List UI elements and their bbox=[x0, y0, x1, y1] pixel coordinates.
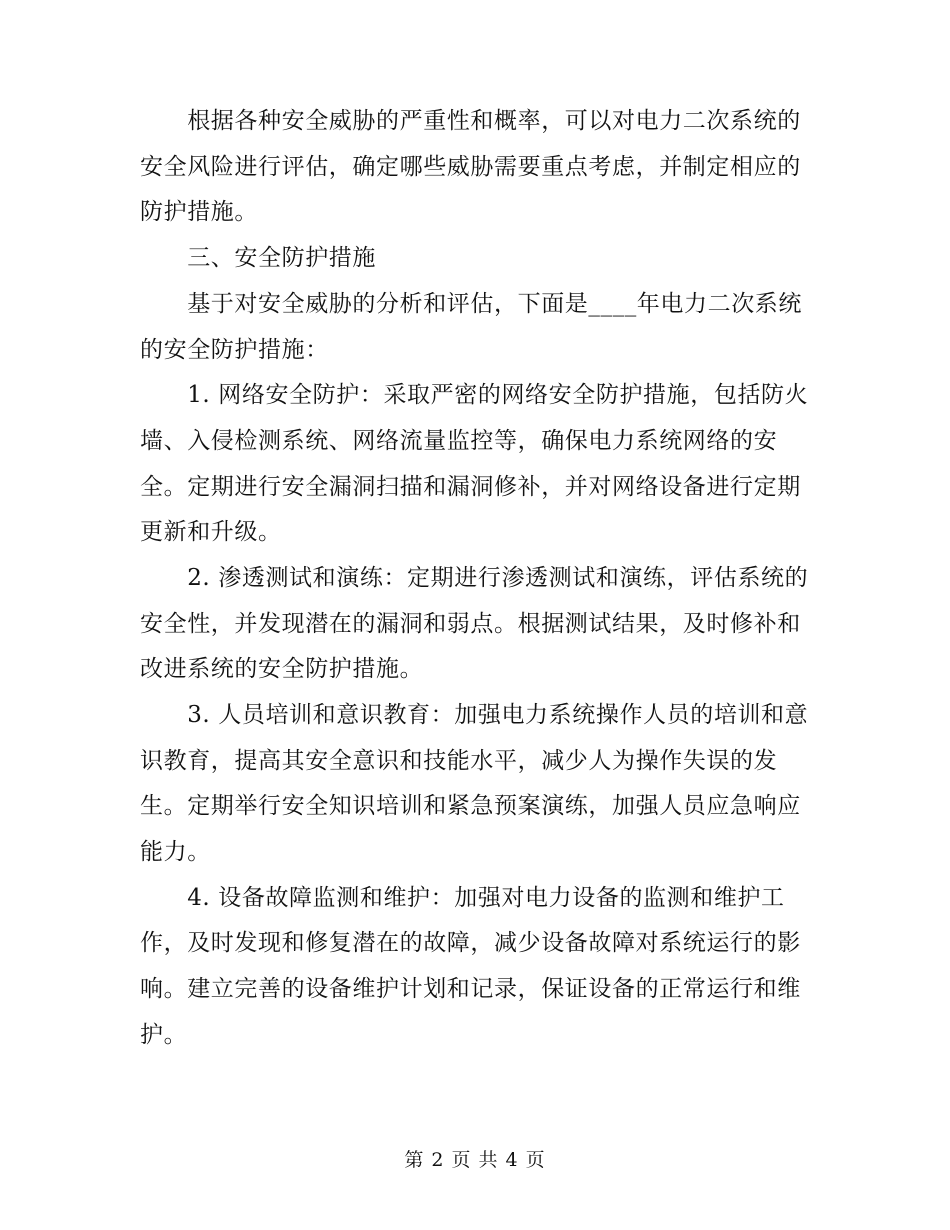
list-item-line: 护。 bbox=[140, 1022, 188, 1048]
page-number-footer: 第 2 页 共 4 页 bbox=[404, 1149, 546, 1171]
list-item-line: 响。建立完善的设备维护计划和记录，保证设备的正常运行和维 bbox=[140, 976, 801, 1002]
list-item-line: 生。定期举行安全知识培训和紧急预案演练，加强人员应急响应 bbox=[140, 793, 801, 819]
list-item-line: 全。定期进行安全漏洞扫描和漏洞修补，并对网络设备进行定期 bbox=[140, 474, 801, 500]
list-item-line: 3. 人员培训和意识教育：加强电力系统操作人员的培训和意 bbox=[140, 702, 809, 728]
body-text-line: 防护措施。 bbox=[140, 199, 258, 225]
section-heading: 三、安全防护措施 bbox=[140, 245, 376, 271]
body-text-line: 根据各种安全威胁的严重性和概率，可以对电力二次系统的 bbox=[140, 108, 801, 134]
list-item-line: 4. 设备故障监测和维护：加强对电力设备的监测和维护工 bbox=[140, 885, 785, 911]
body-text-line: 安全风险进行评估，确定哪些威胁需要重点考虑，并制定相应的 bbox=[140, 154, 801, 180]
list-item-line: 2. 渗透测试和演练：定期进行渗透测试和演练，评估系统的 bbox=[140, 565, 809, 591]
list-item-line: 墙、入侵检测系统、网络流量监控等，确保电力系统网络的安 bbox=[140, 428, 778, 454]
list-item-line: 更新和升级。 bbox=[140, 519, 282, 545]
body-text-line: 的安全防护措施： bbox=[140, 337, 329, 363]
list-item-line: 1. 网络安全防护：采取严密的网络安全防护措施，包括防火 bbox=[140, 382, 809, 408]
list-item-line: 安全性，并发现潜在的漏洞和弱点。根据测试结果，及时修补和 bbox=[140, 611, 801, 637]
list-item-line: 改进系统的安全防护措施。 bbox=[140, 656, 424, 682]
list-item-line: 能力。 bbox=[140, 839, 211, 865]
list-item-line: 识教育，提高其安全意识和技能水平，减少人为操作失误的发 bbox=[140, 748, 778, 774]
body-text-line: 基于对安全威胁的分析和评估，下面是____年电力二次系统 bbox=[140, 291, 802, 317]
list-item-line: 作，及时发现和修复潜在的故障，减少设备故障对系统运行的影 bbox=[140, 930, 801, 956]
